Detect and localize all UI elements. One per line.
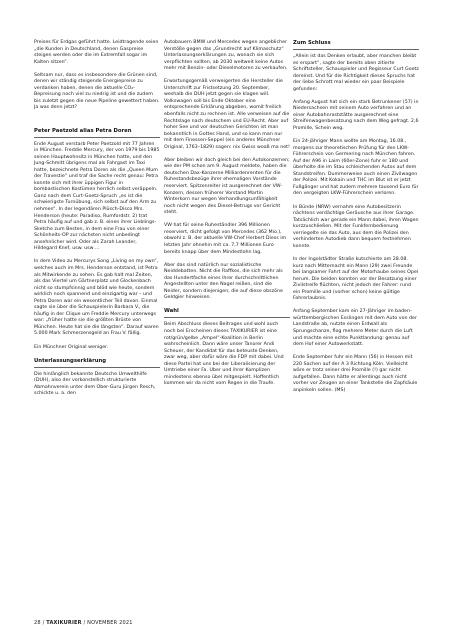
page-number: 28 bbox=[34, 620, 41, 626]
section-heading-wahl: Wahl bbox=[164, 308, 290, 318]
section-heading-zum-schluss: Zum Schluss bbox=[293, 40, 419, 50]
paragraph: Die hinlänglich bekannte Deutsche Umwelthilfe (DUH), also der vorkonstellich strukturierte Abmahnverein unter dem Ober-Guru Jürgen Resch, schickte u. a. den bbox=[34, 371, 156, 397]
paragraph: In dem Video zu Mercurys Song „Living on my own“, welches auch im Mrs. Henderson entstand, ist Petra als Mitwirkende zu sehen. Es gab halt mal Zeiten, als das Viertel um Gärtnerplatz und Glockenbach nicht so stumpfsinnig und blöd wie heute, sondern wirklich noch spannend und einzigartig war – und Petra Doren war ein wesentlicher Teil davon. Einmal sagte sie über die Schauspielerin Barbara V., die häufig in der Clique um Freddie Mercury unterwegs war: „früher hatte sie die größten Brüste von München. Heute hat sie die längsten“. Darauf waren 5.000 Mark Schmerzensgeld an Frau V. fällig. bbox=[34, 259, 159, 337]
paragraph: Ende September fuhr ein Mann (56) in Hessen mit 220 Sachen auf der A 3 Richtung Köln. Vielleicht wäre er trotz seiner drei Promille (!) gar nicht aufgefallen. Dann hätte er allerdings auch nicht vorher vor Zeugen an einer Tankstelle die Zapfsäule anpinkeln sollen. (MS) bbox=[293, 355, 418, 393]
paragraph: Seltsam nur, dass es insbesondere die Grünen sind, denen wir ständig steigende Energiepreise zu verdanken haben, denen die aktuelle CO₂-Bepreisung noch viel zu niedrig ist und die zudem bis zuletzt gegen die neue Pipeline gewettert haben. Ja was denn jetzt? bbox=[34, 72, 160, 111]
paragraph: „Allein ist das Denken erlaubt, aber manchen bleibt es erspart“, sagte der bereits oben zitierte Schriftsteller, Schauspieler und Regisseur Curt Goetz dereinst. Und für die Richtigkeit dieses Spruchs hat der liebe Schrott mal wieder ein paar Beispiele gefunden: bbox=[293, 54, 419, 92]
paragraph: Erwartungsgemäß verweigerten die Hersteller die Unterschrift zur Fristsetzung 20. September, weshalb die DUH jetzt gegen sie klagen will. Volkswagen soll bis Ende Oktober eine entsprechende Erklärung abgeben, womit freilich ebenfalls nicht zu rechnen ist. Alle verweisen auf die Rechtslage nach deutschem und EU-Recht. Aber auf hoher See und vor deutschen Gerichten ist man bekanntlich in Gottes Hand, und so kann man nur mit dem Finessen-Seppel (ein anderes Münchner Original, 1763–1829) sagen: nix Gwiss woaß ma net! bbox=[164, 79, 290, 150]
section-heading-peter-paetzold: Peter Paetzold alias Petra Doren bbox=[34, 128, 160, 138]
spacer bbox=[34, 119, 160, 128]
paragraph: Ende August verstarb Peter Paetzold mit 77 Jahren in München. Freddie Mercury, der von 1979 bis 1985 seinen Hauptwohnsitz in München hatte, und den Jung-Schmitt übrigens mal als Fahrgast im Taxi hatte, bezeichnete Petra Doren als die „Queen Mum der Travestie“ und traf die Sache recht genau: Petra konnte sich mit ihrer üppigen Figur in bombastischen Kostümen herrlich selbst veräppeln. Ganz nach dem Curt-Goetz-Spruch „es ist die schwierigste Turnübung, sich selbst auf den Arm zu nehmen“. In der legendären Plüsch-Disco Mrs. Henderson (heute: Paradiso, Rumfordstr. 2) trat Petra häufig auf und gab z. B. einen ihrer Lieblings-Sketche zum Besten, in dem eine Frau von einer Schönheits-OP zur nächsten nicht unbedingt ansehnlicher wird. Oder als Zarah Leander, Hildegard Knef, usw. usw … bbox=[34, 141, 160, 252]
paragraph: Preises für Erdgas geführt hatte. Leidtragende seien „die Kunden in Deutschland, denen Gaspreise steigen werden oder die im Extremfall sogar im Kalten sitzen“. bbox=[34, 40, 159, 65]
column-left bbox=[34, 40, 160, 398]
footer-separator: / bbox=[42, 620, 47, 626]
footer-separator: / bbox=[83, 620, 88, 626]
magazine-name: TAXIKURIER bbox=[46, 620, 82, 626]
column-right bbox=[293, 40, 419, 394]
paragraph: Ein 24-jähriger Mann wollte am Montag, 16.08., morgens zur theoretischen Prüfung für den LKW-Führerschein von Germering nach München fahren. Auf der A96 in Laim (60er-Zone) fuhr er 180 und überholte die im Stau schleichenden Autos auf dem Standstreifen. Dummerweise auch einen Zivilwagen der Polizei. Mit Kokain und THC im Blut ist er jetzt Fußgänger und hat zudem mehrere tausend Euro für den vergeigten LKW-Führerschein verloren. bbox=[293, 139, 419, 197]
column-middle bbox=[164, 40, 290, 388]
paragraph: Aber das sind natürlich nur sozialistische Neiddebatten. Nicht die Raffkes, die sich mehr als das Hundertfache eines ihrer durchschnittlichen Angestellten unter den Nagel reißen, sind die Neider, sondern diejenigen, die auf diese obszöne Geldgier hinweisen. bbox=[164, 262, 283, 301]
page-footer bbox=[34, 620, 133, 626]
paragraph: Beim Abschluss dieses Beitrages und wohl auch noch bei Erscheinen dieses TAXIKURIER ist eine rot/grün/gelbe „Ampel“-Koalition in Berlin wahrscheinlich. Dann wäre unser Tanorer Andi Scheuer, der Kandidat für das beteuste Denken, zwar weg, aber dafür wäre die FDP mit dabei. Und diese Partei hat uns bei der Liberalisierung der Umtriebe einer Fa. Uber und ihrer Komplizen mindestens ebenso übel mitgespielt. Hoffentlich kommen wir da nicht vom Regen in die Traufe. bbox=[164, 322, 284, 387]
paragraph: Ein Münchner Original weniger. bbox=[34, 344, 109, 350]
issue-date: NOVEMBER 2021 bbox=[87, 620, 133, 626]
paragraph: In der Ingolstädter Straße kutschierte am 28.08. kurz nach Mitternacht ein Mann (29) zwei Freunde bei langsamer Fahrt auf der Motorhaube seines Opel herum. Die beiden konnten vor der Besatzung einer Zivilstreife flüchten, nicht jedoch der Fahrer: rund ein Promille und (vorher schon) keine gültige Fahrerlaubnis. bbox=[293, 256, 419, 302]
paragraph: In Bünde (NRW) vernahm eine Autobesitzerin nächtens verdächtige Geräusche aus ihrer Garage. Tatsächlich war gerade ein Mann dabei, ihren Wagen kurzzuschließen. Mit der Funkfernbedienung verriegelte sie das Auto, aus dem die Polizei den verhinderten Autodieb dann bequem festnehmen konnte. bbox=[293, 204, 419, 249]
paragraph: Autobauern BMW und Mercedes wegen angeblicher Verstöße gegen das „Grundrecht auf Klimaschutz“ Unterlassungserklärungen zu, wonach sie sich verpflichten sollten, ab 2030 weltweit keine Autos mehr mit Benzin- oder Dieselmotoren zu verkaufen. bbox=[164, 40, 288, 72]
section-heading-unterlassungserklaerung: Unterlassungserklärung bbox=[34, 358, 160, 368]
paragraph: Anfang September kam ein 27-Jähriger im baden-württembergischen Esslingen mit dem Auto von der Landstraße ab, nutzte einen Erdwall als Sprungschanze, flog mehrere Meter durch die Luft und machte eine echte Punktlandung: genau auf dem Hof einer Autowerkstatt. bbox=[293, 309, 417, 348]
paragraph: Anfang August hat sich ein stark Betrunkener (57) in Niedersachsen mit seinem Auto verfahren und an einer Autobahnraststätte ausgerechnet eine Streifenwagenbesatzung nach dem Weg gefragt. 2,6 Promille, Schein weg. bbox=[293, 99, 419, 132]
paragraph: Aber bleiben wir doch gleich bei den Autokonzernen; wie der PM schon am 9. August meldete, haben die deutschen Dax-Konzerne Milliardenrenten für die Ruhestandsbezüge ihrer ehemaligen Vorstände reserviert. Spitzenreiter ist ausgerechnet der VW-Konzern, dessen früherer Vorstand Martin Winterkorn nur wegen Verhandlungsunfähigkeit noch nicht wegen des Diesel-Betrugs vor Gericht steht. bbox=[164, 157, 290, 216]
paragraph: VW hat für seine Ruheständler 396 Millionen reserviert, dicht gefolgt von Mercedes (362 Mio.), obwohl z. B. der aktuelle VW-Chef Herbert Diess im letzten Jahr ohnehin mit ca. 7,7 Millionen Euro bereits knapp über dem Mindestlohn lag. bbox=[164, 223, 287, 255]
